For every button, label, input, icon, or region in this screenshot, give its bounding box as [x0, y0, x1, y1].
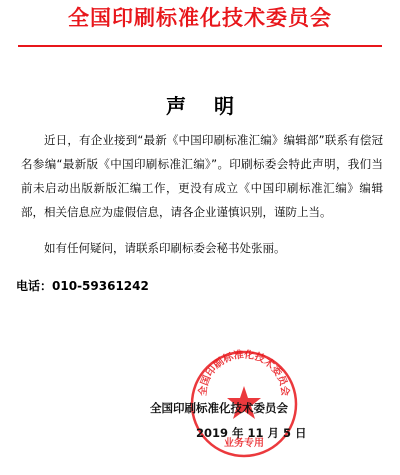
seal-text: 全国印刷标准化技术委员会	[197, 349, 291, 397]
letterhead-divider	[18, 45, 382, 47]
signature-date: 2019 年 11 月 5 日	[196, 426, 307, 440]
title-char-2: 明	[214, 94, 234, 118]
body-paragraph-2: 如有任何疑问，请联系印刷标委会秘书处张丽。	[44, 241, 286, 255]
title-char-1: 声	[166, 94, 186, 118]
seal-subtext: 业务专用	[224, 438, 264, 449]
document-title	[0, 90, 400, 119]
contact-line	[16, 277, 149, 294]
contact-phone: 010-59361242	[52, 279, 149, 293]
body-paragraph-1: 近日，有企业接到“最新《中国印刷标准汇编》编辑部”联系有偿冠名参编“最新版《中国印刷标准汇编》”。印刷标委会特此声明，我们当前未启动出版新版汇编工作，更没有成立《中国印刷标准汇编》编辑部，相关信息应为虚假信息，请各企业谨慎识别，谨防上当。	[21, 133, 383, 219]
document-body	[21, 128, 383, 260]
letterhead-title: 全国印刷标准化技术委员会	[68, 5, 332, 30]
signature-org: 全国印刷标准化技术委员会	[150, 401, 288, 415]
contact-label: 电话：	[16, 279, 53, 293]
